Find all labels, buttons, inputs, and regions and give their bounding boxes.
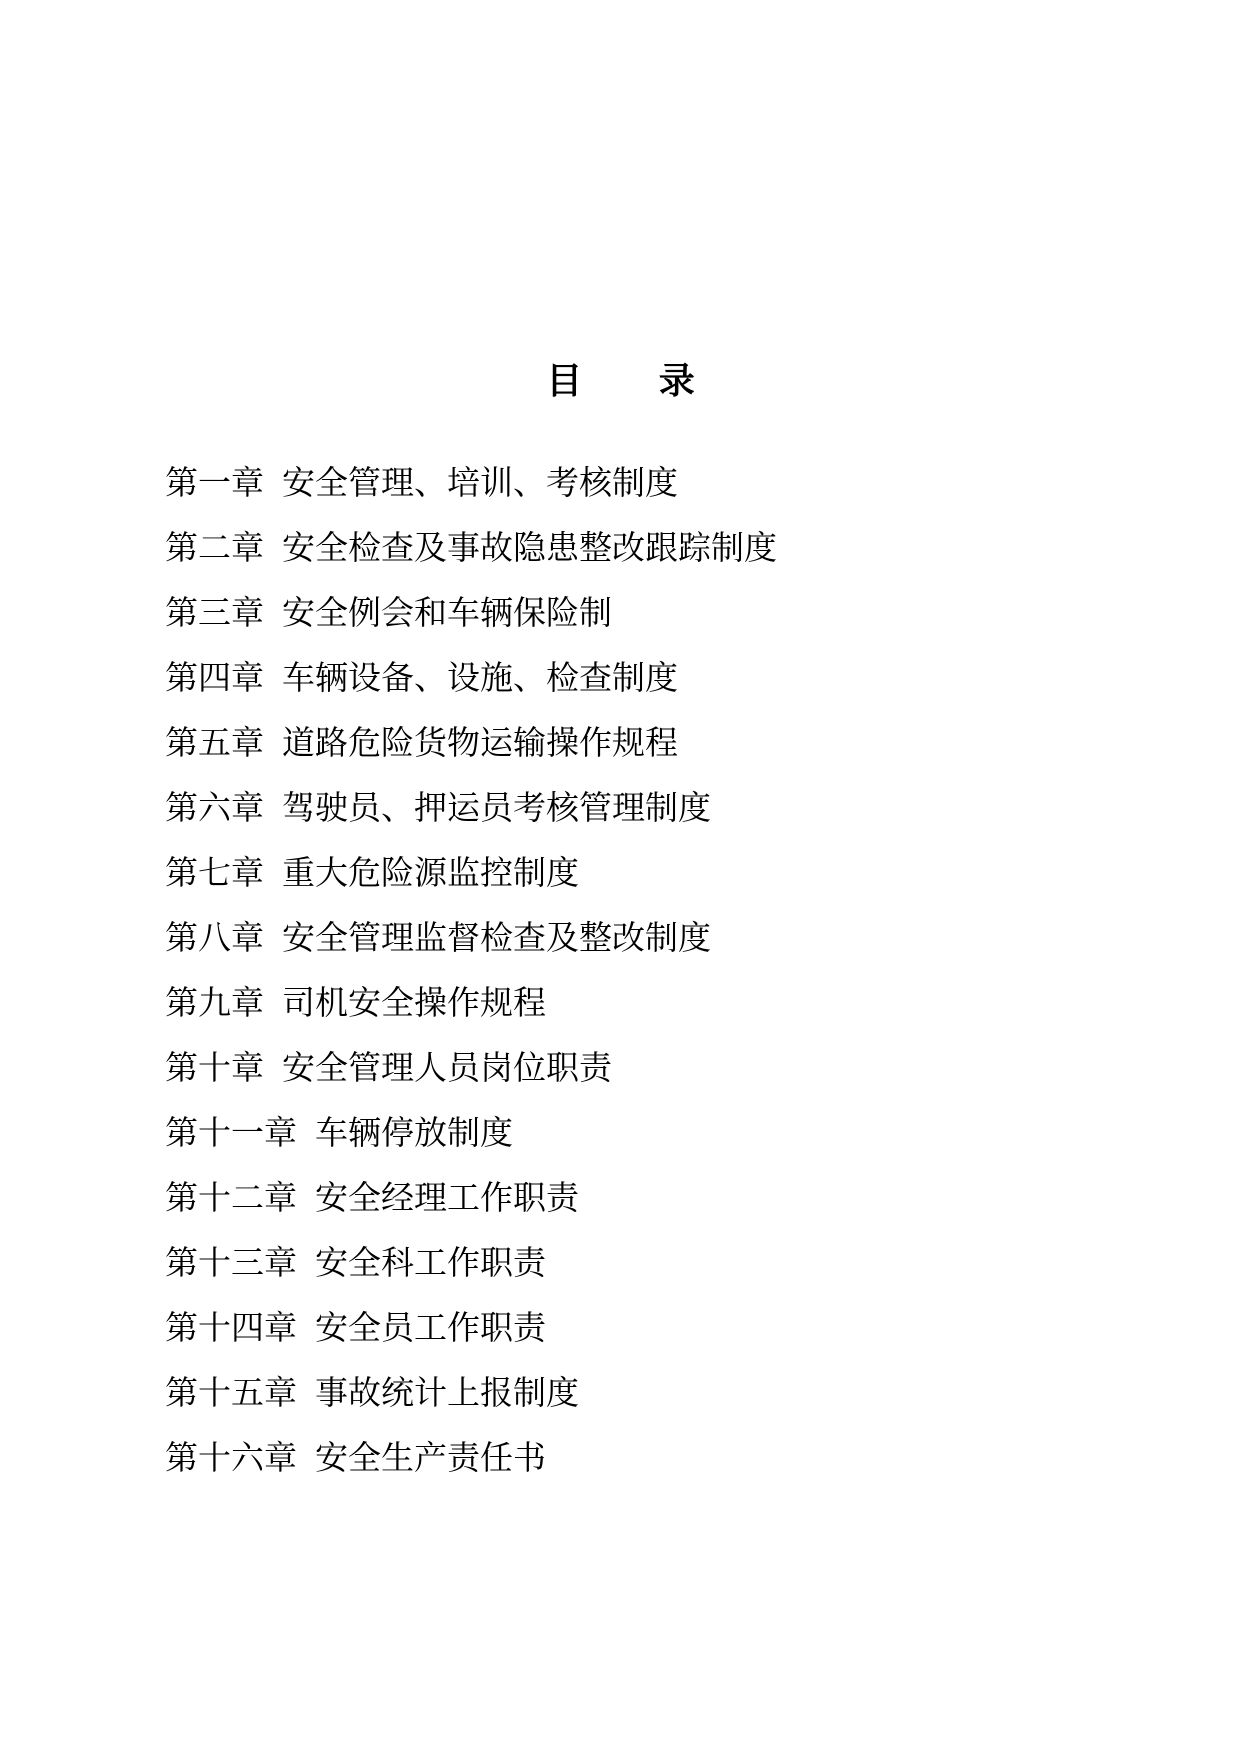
- toc-chapter-number: 第九章: [165, 983, 264, 1022]
- toc-chapter-title: 安全管理、培训、考核制度: [282, 463, 678, 502]
- toc-entry: [165, 590, 777, 655]
- toc-entry: [165, 980, 777, 1045]
- toc-chapter-title: 安全管理监督检查及整改制度: [282, 918, 711, 957]
- toc-entry: [165, 1370, 777, 1435]
- toc-entry: [165, 1240, 777, 1305]
- toc-entry: [165, 1435, 777, 1500]
- toc-chapter-number: 第十六章: [165, 1438, 297, 1477]
- toc-chapter-title: 车辆停放制度: [315, 1113, 513, 1152]
- toc-list: [165, 460, 777, 1500]
- toc-entry: [165, 460, 777, 525]
- toc-chapter-number: 第十章: [165, 1048, 264, 1087]
- toc-chapter-number: 第一章: [165, 463, 264, 502]
- toc-entry: [165, 1175, 777, 1240]
- toc-chapter-title: 安全科工作职责: [315, 1243, 546, 1282]
- toc-chapter-number: 第十一章: [165, 1113, 297, 1152]
- toc-entry: [165, 1045, 777, 1110]
- toc-chapter-title: 安全生产责任书: [315, 1438, 546, 1477]
- toc-chapter-number: 第三章: [165, 593, 264, 632]
- toc-chapter-number: 第五章: [165, 723, 264, 762]
- toc-chapter-title: 安全例会和车辆保险制: [282, 593, 612, 632]
- toc-chapter-title: 道路危险货物运输操作规程: [282, 723, 678, 762]
- toc-chapter-number: 第四章: [165, 658, 264, 697]
- toc-chapter-number: 第八章: [165, 918, 264, 957]
- toc-chapter-title: 车辆设备、设施、检查制度: [282, 658, 678, 697]
- toc-chapter-title: 安全员工作职责: [315, 1308, 546, 1347]
- toc-chapter-number: 第十二章: [165, 1178, 297, 1217]
- toc-entry: [165, 1305, 777, 1370]
- toc-chapter-title: 安全经理工作职责: [315, 1178, 579, 1217]
- toc-chapter-title: 安全检查及事故隐患整改跟踪制度: [282, 528, 777, 567]
- toc-chapter-number: 第十三章: [165, 1243, 297, 1282]
- toc-chapter-title: 安全管理人员岗位职责: [282, 1048, 612, 1087]
- toc-chapter-title: 司机安全操作规程: [282, 983, 546, 1022]
- toc-chapter-title: 事故统计上报制度: [315, 1373, 579, 1412]
- toc-chapter-number: 第二章: [165, 528, 264, 567]
- toc-entry: [165, 850, 777, 915]
- toc-entry: [165, 1110, 777, 1175]
- toc-chapter-title: 重大危险源监控制度: [282, 853, 579, 892]
- toc-chapter-number: 第十五章: [165, 1373, 297, 1412]
- toc-chapter-number: 第七章: [165, 853, 264, 892]
- toc-chapter-number: 第六章: [165, 788, 264, 827]
- toc-chapter-number: 第十四章: [165, 1308, 297, 1347]
- toc-entry: [165, 915, 777, 980]
- toc-chapter-title: 驾驶员、押运员考核管理制度: [282, 788, 711, 827]
- toc-entry: [165, 785, 777, 850]
- toc-entry: [165, 655, 777, 720]
- toc-title: 目 录: [546, 361, 727, 402]
- toc-entry: [165, 720, 777, 785]
- toc-entry: [165, 525, 777, 590]
